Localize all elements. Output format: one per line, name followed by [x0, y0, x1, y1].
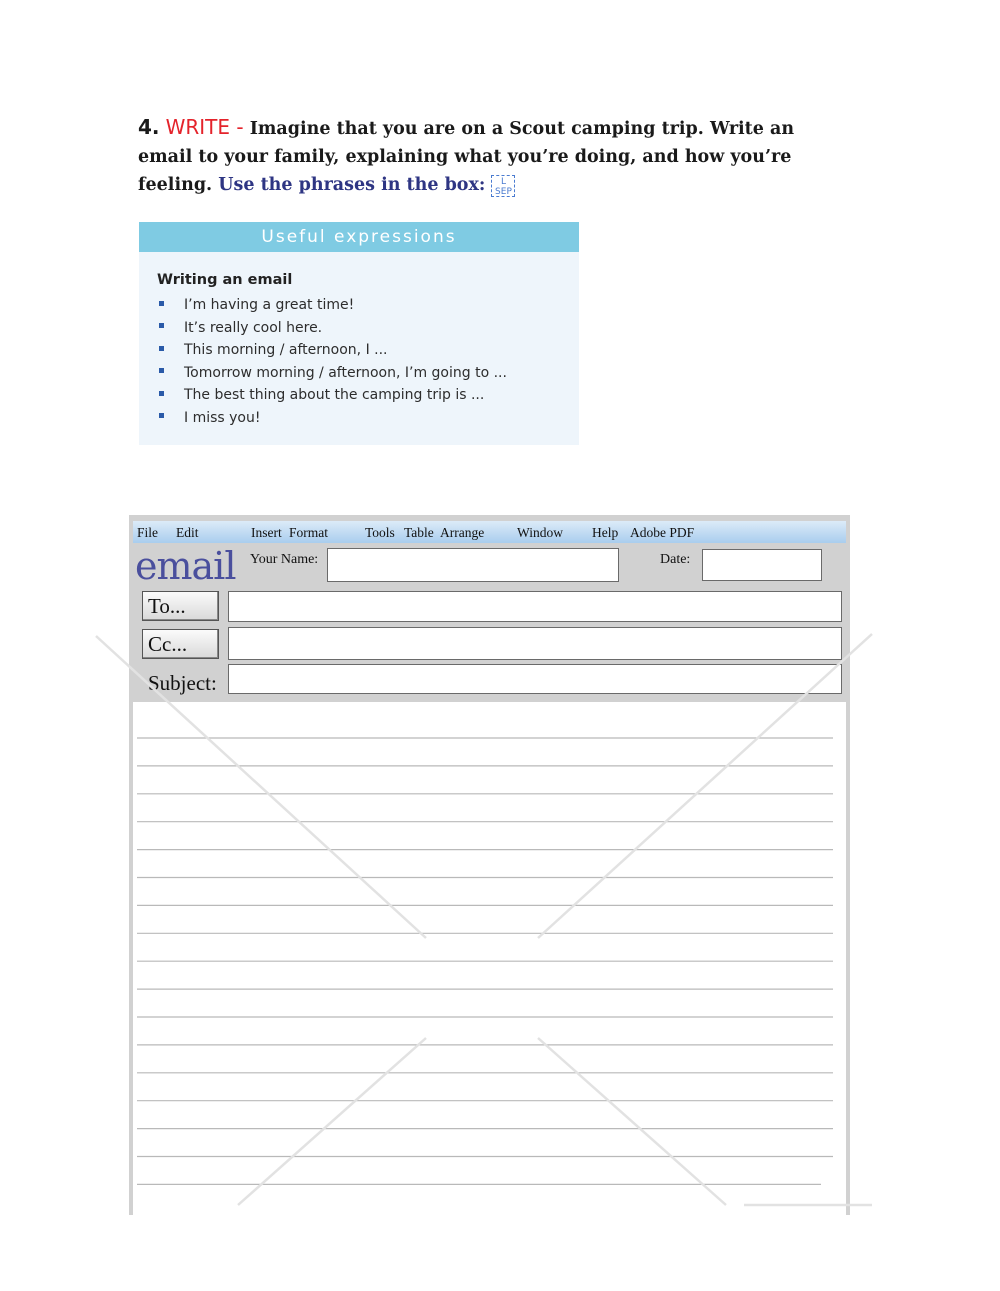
- useful-expressions-subtitle: Writing an email: [157, 272, 293, 288]
- expression-text: Tomorrow morning / afternoon, I’m going to ...: [184, 364, 507, 381]
- bullet-icon: [159, 301, 164, 306]
- to-field[interactable]: [228, 591, 842, 622]
- sep-bottom: SEP: [495, 186, 512, 197]
- expressions-list: [159, 294, 579, 430]
- list-item: [159, 362, 579, 385]
- exercise-number: 4.: [138, 115, 160, 139]
- your-name-input[interactable]: [327, 548, 619, 582]
- bullet-icon: [159, 346, 164, 351]
- expression-text: I’m having a great time!: [184, 297, 355, 313]
- instruction-text: Imagine that you are on a Scout camping trip. Write an email to your family, explaining what you’re doing, and how you’re feeling.: [138, 119, 795, 195]
- your-name-label: Your Name:: [250, 552, 319, 567]
- useful-expressions-box: [139, 222, 579, 445]
- menu-format[interactable]: Format: [289, 525, 328, 540]
- list-item: [159, 294, 579, 317]
- date-label: Date:: [660, 552, 691, 567]
- menu-arrange[interactable]: Arrange: [440, 525, 485, 540]
- bullet-icon: [159, 413, 164, 418]
- menu-window[interactable]: Window: [517, 525, 563, 540]
- menu-table[interactable]: Table: [404, 525, 434, 540]
- sep-top: L: [500, 176, 506, 187]
- expression-text: I miss you!: [184, 409, 261, 426]
- subject-field[interactable]: [228, 664, 842, 694]
- write-label: WRITE -: [165, 115, 244, 139]
- list-item: [159, 384, 579, 407]
- instruction: [138, 113, 838, 199]
- cc-field[interactable]: [228, 627, 842, 660]
- bullet-icon: [159, 391, 164, 396]
- menu-help[interactable]: Help: [592, 525, 619, 540]
- writing-lines: [133, 702, 846, 1215]
- menu-edit[interactable]: Edit: [176, 525, 199, 540]
- expression-text: This morning / afternoon, I ...: [184, 342, 388, 359]
- menu-insert[interactable]: Insert: [251, 525, 282, 540]
- menu-bar: [133, 521, 846, 543]
- email-logo: email: [135, 544, 236, 588]
- list-item: [159, 339, 579, 362]
- bullet-icon: [159, 368, 164, 373]
- menu-file[interactable]: File: [137, 525, 159, 540]
- email-window: [129, 515, 850, 1215]
- to-button[interactable]: To...: [142, 591, 219, 621]
- instruction-blue-text: Use the phrases in the box:: [218, 175, 486, 195]
- list-item: [159, 317, 579, 340]
- sep-icon: [491, 175, 515, 197]
- cc-button[interactable]: Cc...: [142, 629, 219, 659]
- menu-adobe-pdf[interactable]: Adobe PDF: [630, 525, 695, 540]
- email-body[interactable]: [133, 702, 846, 1215]
- subject-label: Subject:: [148, 671, 217, 695]
- expression-text: It’s really cool here.: [184, 319, 323, 336]
- date-input[interactable]: [702, 549, 822, 581]
- expression-text: The best thing about the camping trip is ...: [184, 387, 485, 404]
- bullet-icon: [159, 323, 164, 328]
- list-item: [159, 407, 579, 430]
- menu-tools[interactable]: Tools: [365, 525, 395, 540]
- useful-expressions-title: Useful expressions: [139, 222, 579, 252]
